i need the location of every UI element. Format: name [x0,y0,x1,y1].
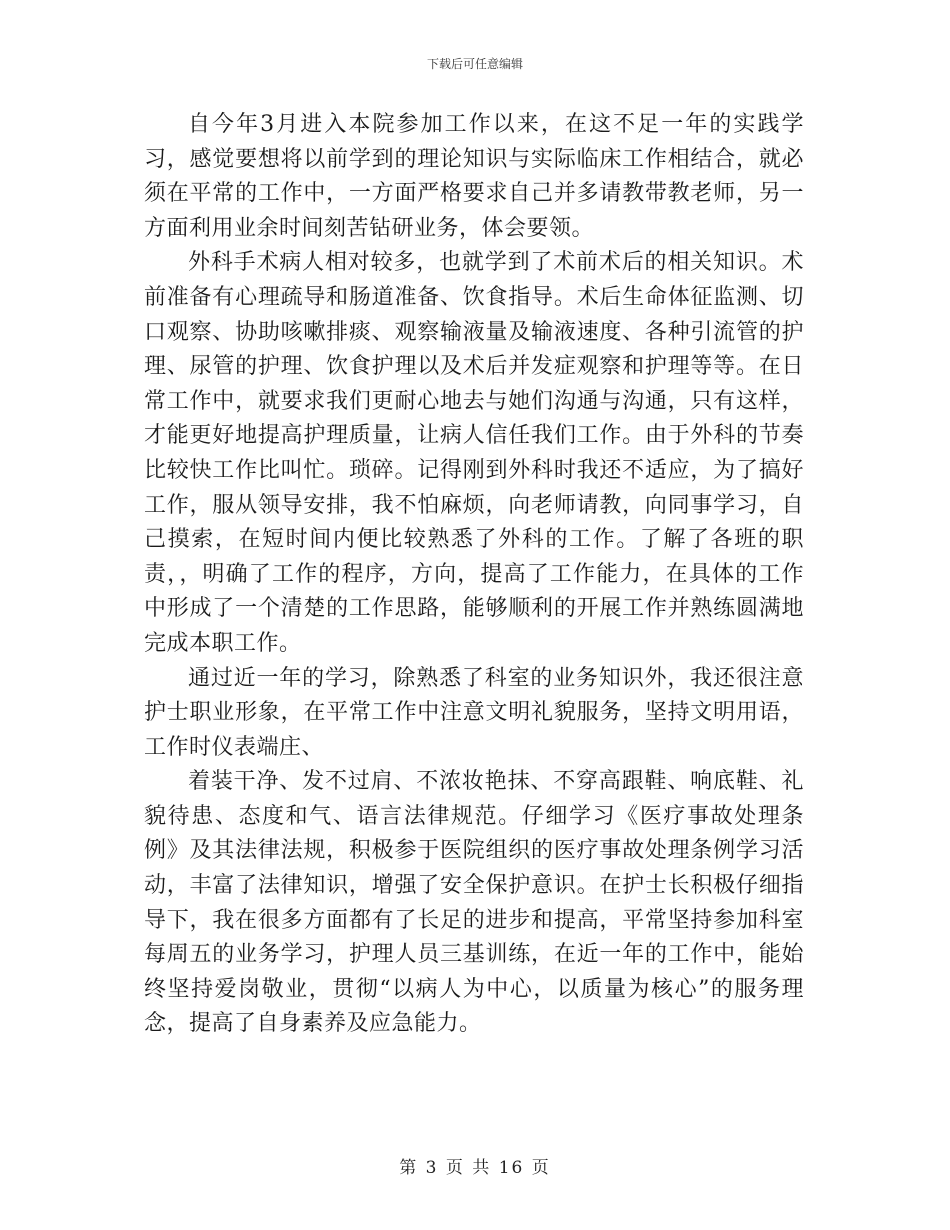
document-body [144,108,804,1042]
paragraph: 通过近一年的学习，除熟悉了科室的业务知识外，我还很注意护士职业形象，在平常工作中注意文明礼貌服务，坚持文明用语，工作时仪表端庄、 [144,665,804,760]
page-number-footer: 第 3 页 共 16 页 [399,1158,551,1178]
paragraph: 着装干净、发不过肩、不浓妆艳抹、不穿高跟鞋、响底鞋、礼貌待患、态度和气、语言法律规范。仔细学习《医疗事故处理条例》及其法律法规，积极参于医院组织的医疗事故处理条例学习活动，丰富了法律知识，增强了安全保护意识。在护士长积极仔细指导下，我在很多方面都有了长足的进步和提高，平常坚持参加科室每周五的业务学习，护理人员三基训练，在近一年的工作中，能始终坚持爱岗敬业，贯彻“以病人为中心，以质量为核心”的服务理念，提高了自身素养及应急能力。 [144,769,804,1037]
paragraph: 自今年3月进入本院参加工作以来，在这不足一年的实践学习，感觉要想将以前学到的理论知识与实际临床工作相结合，就必须在平常的工作中，一方面严格要求自己并多请教带教老师，另一方面利用业余时间刻苦钻研业务，体会要领。 [144,112,804,241]
paragraph: 外科手术病人相对较多，也就学到了术前术后的相关知识。术前准备有心理疏导和肠道准备、饮食指导。术后生命体征监测、切口观察、协助咳嗽排痰、观察输液量及输液速度、各种引流管的护理、尿管的护理、饮食护理以及术后并发症观察和护理等等。在日常工作中，就要求我们更耐心地去与她们沟通与沟通，只有这样，才能更好地提高护理质量，让病人信任我们工作。由于外科的节奏比较快工作比叫忙。琐碎。记得刚到外科时我还不适应，为了搞好工作，服从领导安排，我不怕麻烦，向老师请教，向同事学习，自己摸索，在短时间内便比较熟悉了外科的工作。了解了各班的职责，，明确了工作的程序，方向，提高了工作能力，在具体的工作中形成了一个清楚的工作思路，能够顺利的开展工作并熟练圆满地完成本职工作。 [144,250,804,656]
page-header: 下载后可任意编辑 [426,57,523,71]
